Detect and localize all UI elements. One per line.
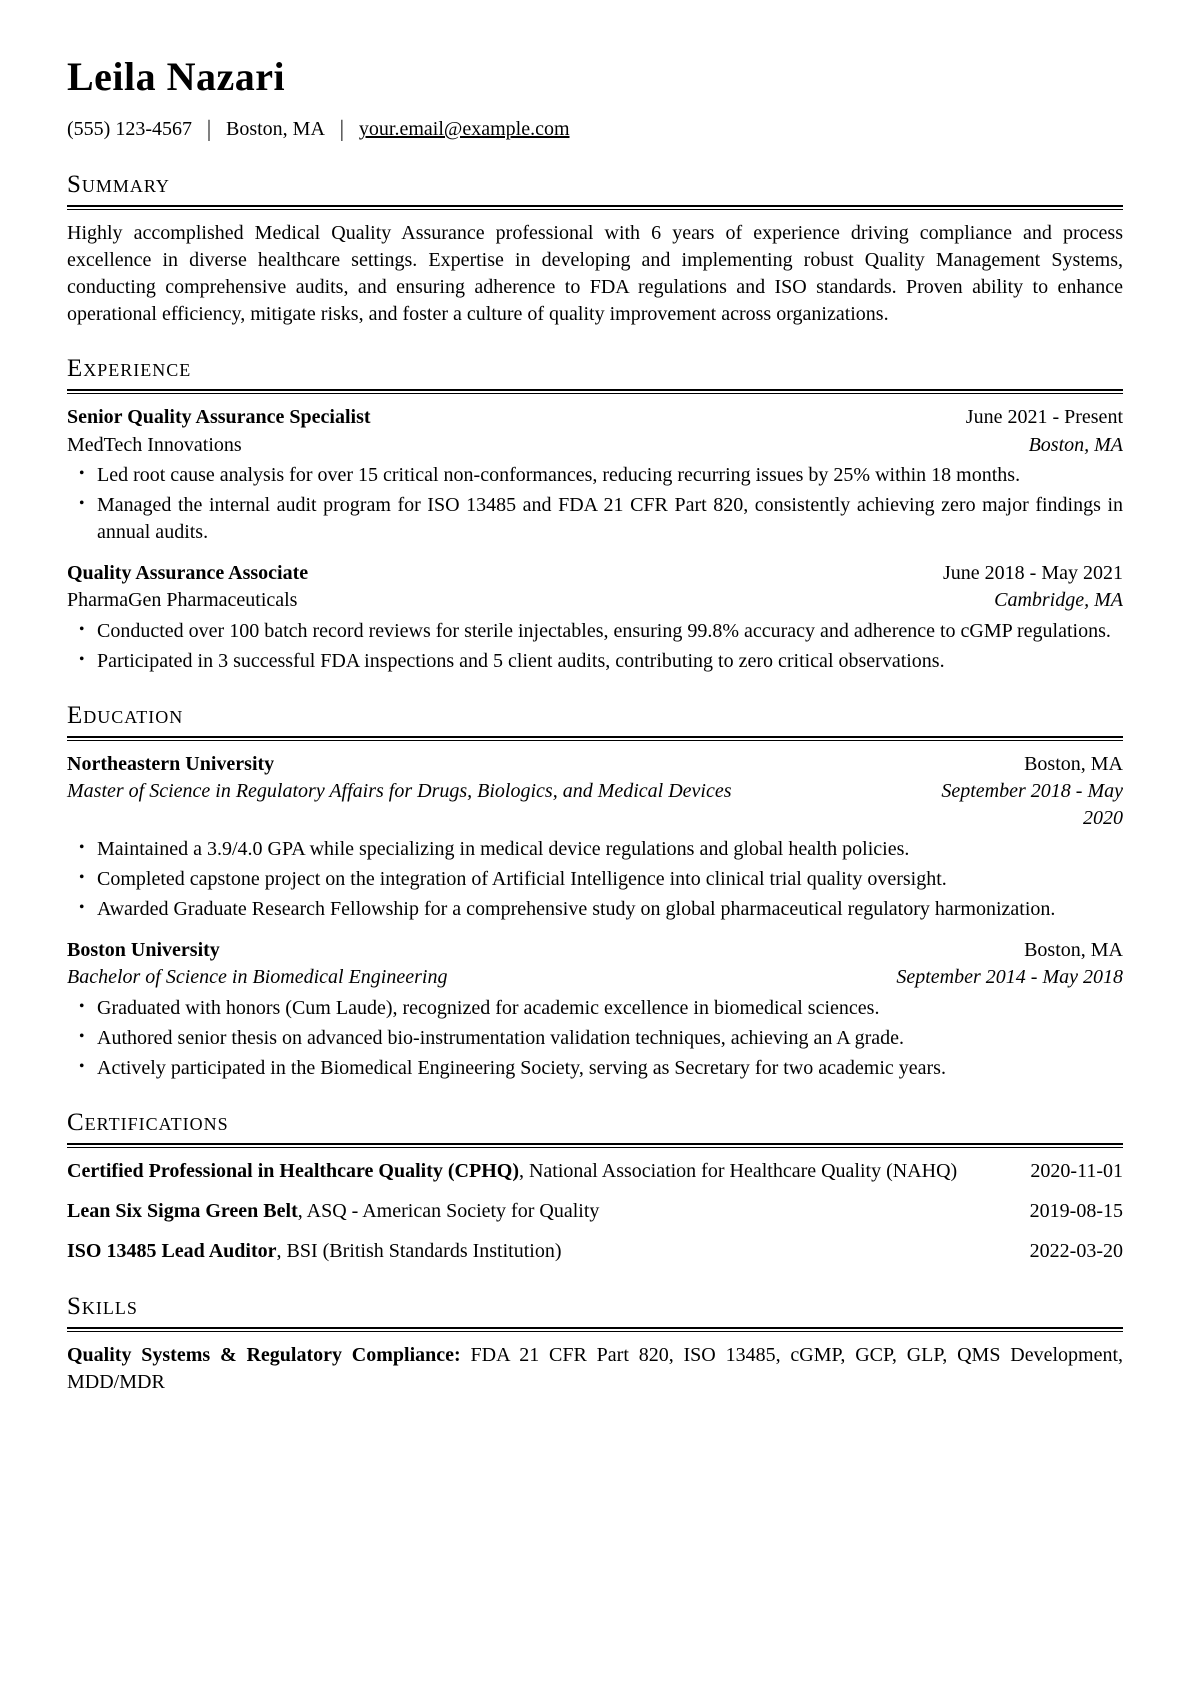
skills-section-title: Skills (67, 1292, 138, 1320)
section-education (67, 699, 1123, 1082)
cert-entry (67, 1238, 1123, 1265)
job-dates: June 2018 - May 2021 (943, 562, 1123, 585)
cert-name: Lean Six Sigma Green Belt (67, 1200, 298, 1223)
cert-name: ISO 13485 Lead Auditor (67, 1240, 277, 1263)
section-rule (67, 205, 1123, 210)
contact-separator: | (339, 116, 344, 142)
skill-category (67, 1342, 1123, 1396)
bullet-item: • Completed capstone project on the integration of Artificial Intelligence into clinical trial quality oversight. (97, 866, 1123, 893)
cert-text (67, 1238, 1030, 1265)
bullet-item: • Participated in 3 successful FDA inspections and 5 client audits, contributing to zero critical observations. (97, 648, 1123, 675)
degree: Master of Science in Regulatory Affairs for Drugs, Biologics, and Medical Devices (67, 780, 732, 803)
school-location: Boston, MA (1024, 753, 1123, 776)
job-title: Quality Assurance Associate (67, 562, 309, 585)
job-entry (67, 404, 1123, 546)
section-rule (67, 389, 1123, 394)
cert-text (67, 1198, 1030, 1225)
degree: Bachelor of Science in Biomedical Engineering (67, 966, 448, 989)
cert-issuer: ASQ - American Society for Quality (306, 1200, 600, 1223)
job-location: Cambridge, MA (994, 589, 1123, 612)
job-dates: June 2021 - Present (965, 406, 1123, 429)
bullet-list (67, 462, 1123, 547)
bullet-item: • Maintained a 3.9/4.0 GPA while specializing in medical device regulations and global health policies. (97, 836, 1123, 863)
company-name: MedTech Innovations (67, 433, 242, 456)
bullet-item: • Awarded Graduate Research Fellowship for a comprehensive study on global pharmaceutical regulatory harmonization. (97, 896, 1123, 923)
summary-text: Highly accomplished Medical Quality Assurance professional with 6 years of experience driving compliance and process excellence in diverse healthcare settings. Expertise in developing and implementing robust Quality Management Systems, conducting comprehensive audits, and ensuring adherence to FDA regulations and ISO standards. Proven ability to enhance operational efficiency, mitigate risks, and foster a culture of quality improvement across organizations. (67, 221, 1123, 326)
job-entry (67, 560, 1123, 675)
bullet-item: • Managed the internal audit program for ISO 13485 and FDA 21 CFR Part 820, consistently achieving zero major findings in annual audits. (97, 492, 1123, 546)
bullet-item: • Led root cause analysis for over 15 critical non-conformances, reducing recurring issues by 25% within 18 months. (97, 462, 1123, 489)
cert-entry (67, 1198, 1123, 1225)
skill-items: FDA 21 CFR Part 820, ISO 13485, cGMP, GCP, GLP, QMS Development, MDD/MDR (67, 1343, 1124, 1393)
cert-date: 2019-08-15 (1029, 1200, 1123, 1223)
job-title: Senior Quality Assurance Specialist (67, 406, 371, 429)
section-summary (67, 168, 1123, 329)
phone-number: (555) 123-4567 (67, 118, 192, 141)
contact-separator: | (206, 116, 211, 142)
cert-separator: , (276, 1240, 287, 1263)
section-rule (67, 1327, 1123, 1332)
bullet-item: • Authored senior thesis on advanced bio-instrumentation validation techniques, achieving an A grade. (97, 1025, 1123, 1052)
contact-line (67, 116, 1123, 143)
school-name: Boston University (67, 939, 220, 962)
education-dates: September 2014 - May 2018 (896, 966, 1123, 989)
school-name: Northeastern University (67, 753, 275, 776)
section-rule (67, 1143, 1123, 1148)
bullet-list (67, 618, 1123, 675)
cert-date: 2020-11-01 (1030, 1160, 1123, 1183)
education-dates: September 2018 - May 2020 (941, 780, 1123, 830)
email-link[interactable]: your.email@example.com (358, 118, 570, 141)
cert-issuer: BSI (British Standards Institution) (286, 1240, 562, 1263)
cert-issuer: National Association for Healthcare Quality (NAHQ) (528, 1160, 958, 1183)
section-certifications (67, 1106, 1123, 1266)
company-name: PharmaGen Pharmaceuticals (67, 589, 298, 612)
contact-location: Boston, MA (226, 118, 325, 141)
person-name: Leila Nazari (67, 54, 286, 99)
summary-section-title: Summary (67, 170, 170, 198)
cert-separator: , (297, 1200, 307, 1223)
bullet-list (67, 995, 1123, 1083)
cert-separator: , (518, 1160, 529, 1183)
education-section-title: Education (67, 702, 184, 730)
school-entry (67, 751, 1123, 923)
cert-entry (67, 1158, 1123, 1185)
bullet-item: • Conducted over 100 batch record reviews for sterile injectables, ensuring 99.8% accuracy and adherence to cGMP regulations. (97, 618, 1123, 645)
section-experience (67, 352, 1123, 675)
bullet-list (67, 836, 1123, 924)
section-rule (67, 736, 1123, 741)
cert-name: Certified Professional in Healthcare Quality (CPHQ) (67, 1160, 519, 1183)
cert-text (67, 1158, 1030, 1185)
certifications-section-title: Certifications (67, 1109, 229, 1137)
cert-date: 2022-03-20 (1029, 1240, 1123, 1263)
school-location: Boston, MA (1024, 939, 1123, 962)
skill-category-name: Quality Systems & Regulatory Compliance: (67, 1343, 461, 1366)
school-entry (67, 937, 1123, 1082)
bullet-item: • Actively participated in the Biomedical Engineering Society, serving as Secretary for two academic years. (97, 1055, 1123, 1082)
experience-section-title: Experience (67, 355, 192, 383)
bullet-item: • Graduated with honors (Cum Laude), recognized for academic excellence in biomedical sciences. (97, 995, 1123, 1022)
resume-header (67, 50, 1123, 144)
section-skills (67, 1290, 1123, 1396)
job-location: Boston, MA (1028, 433, 1123, 456)
